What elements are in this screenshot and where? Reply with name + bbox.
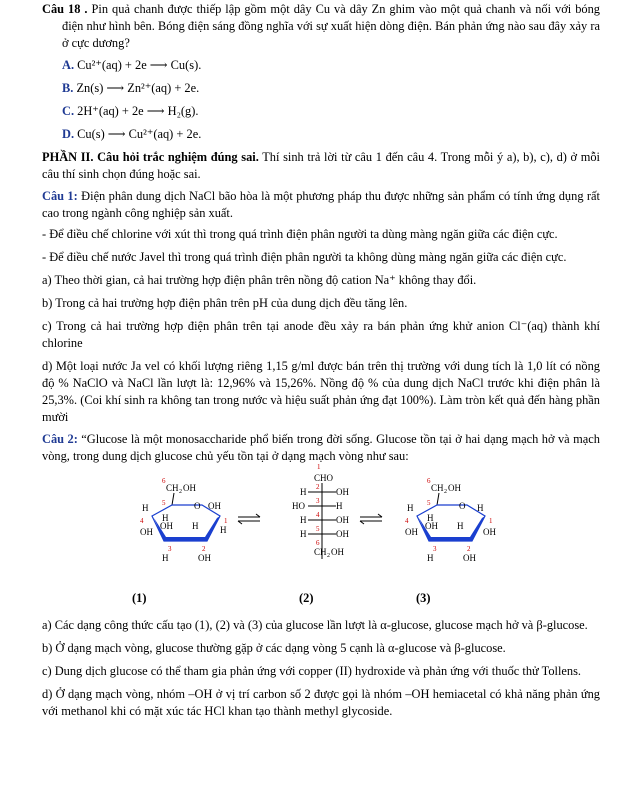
svg-text:2: 2: [444, 489, 447, 495]
svg-text:HO: HO: [292, 501, 305, 511]
svg-text:1: 1: [224, 517, 228, 525]
c1-b: b) Trong cả hai trường hợp điện phân trên pH của dung dịch đều tăng lên.: [42, 296, 408, 310]
svg-text:H: H: [427, 513, 434, 523]
svg-text:OH: OH: [463, 553, 476, 563]
structure-1-alpha-glucose: [140, 477, 228, 563]
svg-text:CH: CH: [431, 483, 444, 493]
svg-text:H: H: [162, 553, 169, 563]
svg-text:OH: OH: [336, 529, 349, 539]
structure-2-open-chain: [292, 463, 349, 559]
c1-d: d) Một loại nước Ja vel có khối lượng riêng 1,15 g/ml được bán trên thị trường với dung tích là 1,0 lít có nồng độ % NaClO và NaCl lần lượt là: 12,96% và 15,26%. Nồng độ % của dung dịch NaCl trước khi điện phân là 25,3%. (Coi khí sinh ra không tan trong nước và hiệu suất phản ứng đạt 100%). Làm tròn kết quả đến hàng phần mười: [42, 359, 600, 424]
equilibrium-arrow-1: [238, 514, 260, 524]
svg-text:2: 2: [179, 489, 182, 495]
question-18-text: Pin quả chanh được thiếp lập gồm một dây Cu và dây Zn ghim vào một quả chanh và nối với bóng điện như hình bên. Bóng điện sáng đồng nghĩa với sự xuất hiện dòng điện. Bán phản ứng nào sau đây xảy ra ở cực dương?: [62, 2, 600, 50]
svg-text:H: H: [300, 487, 307, 497]
svg-text:CHO: CHO: [314, 473, 334, 483]
svg-text:OH: OH: [331, 547, 344, 557]
svg-text:4: 4: [405, 517, 409, 525]
question-18: [42, 1, 600, 52]
structure-label-2: (2): [299, 591, 314, 605]
svg-text:2: 2: [316, 483, 320, 491]
structure-labels: [42, 591, 600, 611]
svg-text:H: H: [427, 553, 434, 563]
svg-text:2: 2: [327, 553, 330, 559]
svg-text:OH: OH: [198, 553, 211, 563]
c1-line2: - Để điều chế nước Javel thì trong quá trình điện phân người ta không dùng màng ngăn giữa các điện cực.: [42, 250, 567, 264]
svg-text:2: 2: [202, 545, 206, 553]
structure-label-1: (1): [132, 591, 147, 605]
svg-text:1: 1: [489, 517, 493, 525]
question-18-number: Câu 18 .: [42, 2, 88, 16]
c2-a: a) Các dạng công thức cấu tạo (1), (2) và (3) của glucose lần lượt là α-glucose, glucose mạch hở và β-glucose.: [42, 618, 588, 632]
svg-text:H: H: [457, 521, 464, 531]
document-page: [42, 0, 600, 720]
svg-text:4: 4: [316, 511, 320, 519]
svg-text:O: O: [194, 501, 201, 511]
svg-text:5: 5: [427, 499, 431, 507]
svg-text:4: 4: [140, 517, 144, 525]
svg-text:H: H: [220, 525, 227, 535]
svg-text:6: 6: [162, 477, 166, 485]
c2-c: c) Dung dịch glucose có thể tham gia phản ứng với copper (II) hydroxide và phản ứng với thuốc thử Tollens.: [42, 664, 582, 678]
structure-label-3: (3): [416, 591, 431, 605]
svg-text:CH: CH: [166, 483, 179, 493]
svg-text:H: H: [477, 503, 484, 513]
svg-text:O: O: [459, 501, 466, 511]
c2-b: b) Ở dạng mạch vòng, glucose thường gặp ở các dạng vòng 5 cạnh là α-glucose và β-glucose.: [42, 641, 506, 655]
svg-text:OH: OH: [183, 483, 196, 493]
svg-text:3: 3: [433, 545, 437, 553]
svg-text:H: H: [336, 501, 343, 511]
part2-heading: PHẦN II. Câu hỏi trắc nghiệm đúng sai. Thí sinh trả lời từ câu 1 đến câu 4. Trong mỗi ý a), b), c), d) ở mỗi câu thí sinh chọn đúng hoặc sai.: [42, 150, 600, 181]
svg-text:OH: OH: [405, 527, 418, 537]
option-b: B. Zn(s) ⟶ Zn²⁺(aq) + 2e.: [62, 81, 200, 95]
svg-text:5: 5: [316, 525, 320, 533]
svg-text:3: 3: [316, 497, 320, 505]
svg-text:H: H: [407, 503, 414, 513]
c1-c: c) Trong cả hai trường hợp điện phân trên tại anode đều xảy ra bán phản ứng khử anion Cl⁻(aq) thành khí chlorine: [42, 319, 600, 350]
svg-text:OH: OH: [336, 487, 349, 497]
c2-intro: Câu 2: “Glucose là một monosaccharide phổ biến trong đời sống. Glucose tồn tại ở hai dạng mạch hở và mạch vòng, trong dung dịch glucose chủ yếu tồn tại ở dạng mạch vòng như sau:: [42, 432, 600, 463]
svg-text:5: 5: [162, 499, 166, 507]
structure-3-beta-glucose: [405, 477, 496, 563]
c1-intro: Câu 1: Điện phân dung dịch NaCl bão hòa là một phương pháp thu được những sản phẩm có tính ứng dụng rất cao trong ngành công nghiệp sản xuất.: [42, 189, 600, 220]
svg-text:OH: OH: [425, 521, 438, 531]
svg-text:H: H: [300, 515, 307, 525]
svg-text:6: 6: [427, 477, 431, 485]
svg-text:OH: OH: [160, 521, 173, 531]
svg-text:H: H: [162, 513, 169, 523]
svg-text:OH: OH: [336, 515, 349, 525]
svg-text:H: H: [300, 529, 307, 539]
option-d: D. Cu(s) ⟶ Cu²⁺(aq) + 2e.: [62, 127, 202, 141]
option-a: A. Cu²⁺(aq) + 2e ⟶ Cu(s).: [62, 58, 202, 72]
equilibrium-arrow-2: [360, 514, 382, 524]
svg-text:CH: CH: [314, 547, 327, 557]
svg-text:6: 6: [316, 539, 320, 547]
svg-text:OH: OH: [140, 527, 153, 537]
c1-a: a) Theo thời gian, cả hai trường hợp điện phân trên nồng độ cation Na⁺ không thay đổi.: [42, 273, 477, 287]
svg-text:2: 2: [467, 545, 471, 553]
glucose-structures: [42, 463, 600, 591]
svg-text:OH: OH: [208, 501, 221, 511]
glucose-structures-figure: [42, 463, 600, 591]
svg-text:3: 3: [168, 545, 172, 553]
svg-text:1: 1: [317, 463, 321, 471]
svg-text:H: H: [192, 521, 199, 531]
svg-text:H: H: [142, 503, 149, 513]
c2-d: d) Ở dạng mạch vòng, nhóm –OH ở vị trí carbon số 2 được gọi là nhóm –OH hemiacetal có khả năng phản ứng với methanol khi có mặt xúc tác HCl khan tạo thành methyl glycoside.: [42, 687, 600, 718]
option-c: C. 2H⁺(aq) + 2e ⟶ H₂(g).: [62, 104, 199, 118]
c1-line1: - Để điều chế chlorine với xút thì trong quá trình điện phân người ta dùng màng ngăn giữa các điện cực.: [42, 227, 558, 241]
svg-text:OH: OH: [448, 483, 461, 493]
svg-text:OH: OH: [483, 527, 496, 537]
